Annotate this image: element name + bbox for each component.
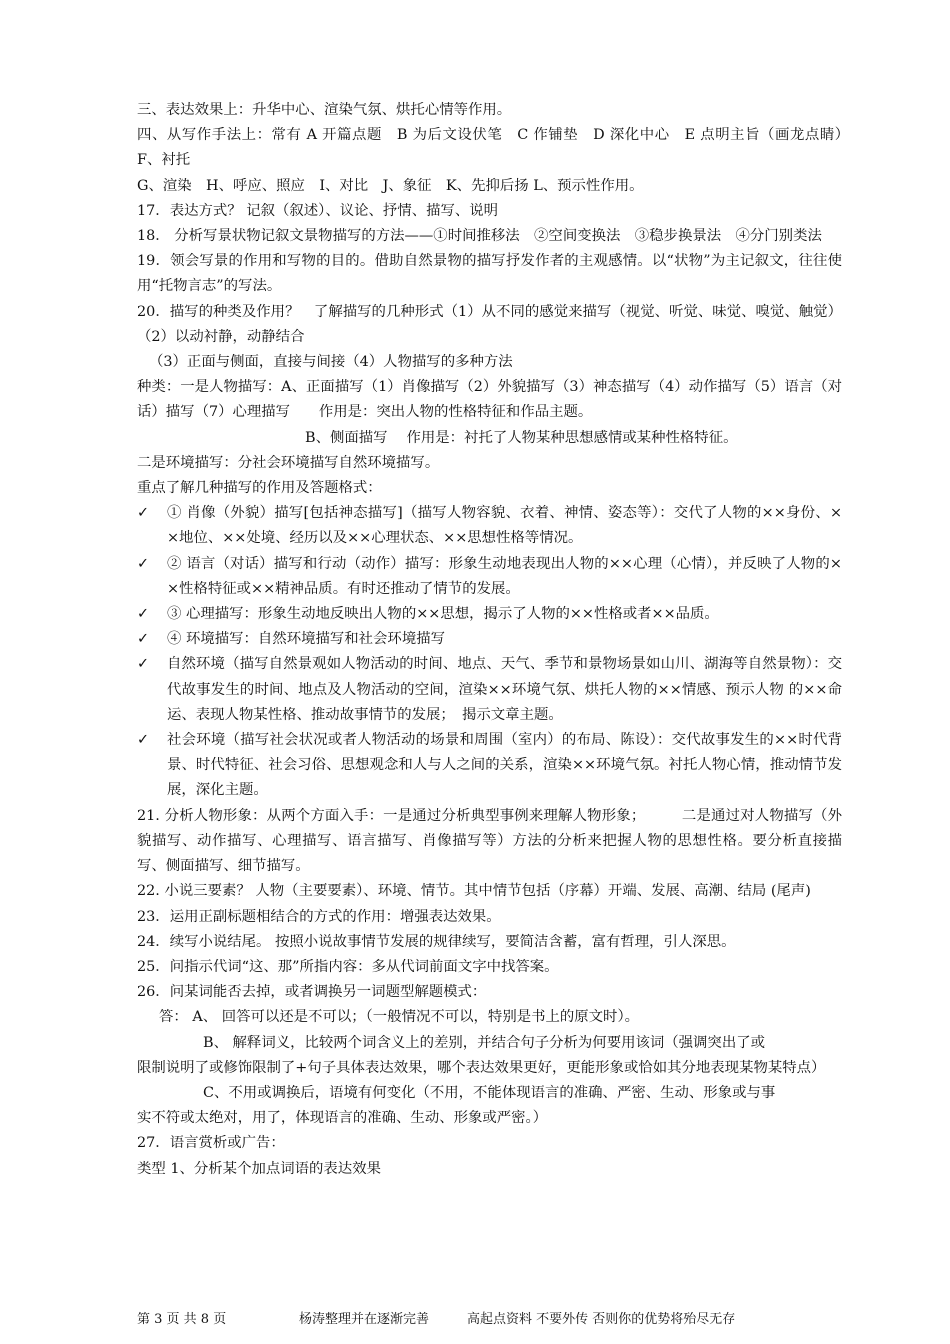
check-icon: ✓ (137, 606, 150, 623)
check-item-text: ④ 环境描写：自然环境描写和社会环境描写 (167, 631, 445, 648)
text-line-techniques-continued: G、渲染 H、呼应、照应 I、对比 J、象征 K、先抑后扬 L、预示性作用。 (137, 177, 644, 194)
footer-author-note: 杨涛整理并在逐渐完善 (299, 1312, 430, 1327)
text-line-26: 26．问某词能否去掉，或者调换另一词题型解题模式： (137, 984, 487, 1001)
text-line-expression-effect: 三、表达效果上：升华中心、渲染气氛、烘托心情等作用。 (137, 102, 512, 118)
text-line-20: 20．描写的种类及作用？ 了解描写的几种形式（1）从不同的感觉来描写（视觉、听觉、味觉、嗅觉、触觉）（2）以动衬静，动静结合 (137, 303, 842, 345)
page-number: 第 3 页 共 8 页 (137, 1312, 227, 1327)
text-line-answer-c-rest: 实不符或太绝对，用了，体现语言的准确、生动、形象或严密。） (137, 1110, 548, 1127)
text-line-type-1: 类型 1、分析某个加点词语的表达效果 (137, 1160, 381, 1177)
text-line-20-continued: （3）正面与侧面，直接与间接（4）人物描写的多种方法 (149, 354, 513, 371)
document-body (137, 98, 857, 1182)
text-line-answer-b-first: B、 解释词义，比较两个词含义上的差别，并结合句子分析为何要用该词（强调突出了或 (203, 1034, 765, 1051)
check-icon: ✓ (137, 656, 150, 673)
text-line-24: 24．续写小说结尾。 按照小说故事情节发展的规律续写，要简洁含蓄，富有哲理，引人深思。 (137, 933, 736, 950)
text-line-18: 18． 分析写景状物记叙文景物描写的方法——①时间推移法 ②空间变换法 ③稳步换景法 ④分门别类法 (137, 228, 822, 245)
check-item-text: 自然环境（描写自然景观如人物活动的时间、地点、天气、季节和景物场景如山川、湖海等自然景物）：交代故事发生的时间、地点及人物活动的空间，渲染××环境气氛、烘托人物的××情感、预示人物 的××命运、表现人物某性格、推动故事情节的发展； 揭示文章主题。 (167, 656, 842, 723)
check-icon: ✓ (137, 555, 150, 572)
check-list-item (137, 501, 842, 551)
text-line-25: 25．问指示代词“这、那”所指内容：多从代词前面文字中找答案。 (137, 958, 559, 975)
text-line-21: 21. 分析人物形象：从两个方面入手：一是通过分析典型事例来理解人物形象； 二是通过对人物描写（外貌描写、动作描写、心理描写、语言描写、肖像描写等）方法的分析来把握人物的思想性格。要分析直接描写、侧面描写、细节描写。 (137, 807, 842, 875)
check-list-item (137, 652, 842, 728)
check-item-text: ② 语言（对话）描写和行动（动作）描写：形象生动地表现出人物的××心理（心情），并反映了人物的××性格特征或××精神品质。有时还推动了情节的发展。 (167, 555, 842, 597)
check-icon: ✓ (137, 505, 150, 522)
check-list-item (137, 627, 842, 652)
page-footer (137, 1311, 842, 1329)
check-item-text: ① 肖像（外貌）描写[包括神态描写]（描写人物容貌、衣着、神情、姿态等）：交代了人物的××身份、××地位、××处境、经历以及××心理状态、××思想性格等情况。 (167, 505, 842, 547)
check-item-text: ③ 心理描写：形象生动地反映出人物的××思想，揭示了人物的××性格或者××品质。 (167, 606, 719, 623)
text-line-writing-techniques: 四、从写作手法上：常有 A 开篇点题 B 为后文设伏笔 C 作铺垫 D 深化中心 E 点明主旨（画龙点睛） F、衬托 (137, 127, 857, 169)
footer-warning: 高起点资料 不要外传 否则你的优势将殆尽无存 (467, 1312, 736, 1327)
text-line-27: 27．语言赏析或广告： (137, 1135, 285, 1152)
text-line-23: 23．运用正副标题相结合的方式的作用：增强表达效果。 (137, 908, 501, 925)
text-line-side-description: B、侧面描写 作用是：衬托了人物某种思想感情或某种性格特征。 (305, 429, 738, 446)
check-icon: ✓ (137, 732, 150, 749)
check-list-item (137, 728, 842, 804)
text-line-answer-format-heading: 重点了解几种描写的作用及答题格式： (137, 480, 382, 497)
text-line-answer-b-rest: 限制说明了或修饰限制了+句子具体表达效果，哪个表达效果更好，更能形象或恰如其分地表现某物某特点） (137, 1059, 826, 1076)
text-line-19: 19．领会写景的作用和写物的目的。借助自然景物的描写抒发作者的主观感情。以“状物”为主记叙文，往往使用“托物言志”的写法。 (137, 253, 842, 295)
check-list-item (137, 552, 842, 602)
text-line-environment-description: 二是环境描写：分社会环境描写自然环境描写。 (137, 454, 440, 471)
check-icon: ✓ (137, 631, 150, 648)
text-line-description-types: 种类：一是人物描写：A、正面描写（1）肖像描写（2）外貌描写（3）神态描写（4）动作描写（5）语言（对话）描写（7）心理描写 作用是：突出人物的性格特征和作品主题。 (137, 379, 842, 421)
check-list-item (137, 602, 842, 627)
text-line-answer-c-first: C、不用或调换后，语境有何变化（不用，不能体现语言的准确、严密、生动、形象或与事 (203, 1084, 776, 1101)
text-line-22: 22. 小说三要素？ 人物（主要要素）、环境、情节。其中情节包括（序幕）开端、发展、高潮、结局 (尾声) (137, 883, 811, 900)
text-line-17: 17．表达方式？ 记叙（叙述）、议论、抒情、描写、说明 (137, 202, 499, 219)
text-line-answer-a: 答： A、 回答可以还是不可以；（一般情况不可以，特别是书上的原文时）。 (159, 1009, 640, 1026)
check-item-text: 社会环境（描写社会状况或者人物活动的场景和周围（室内）的布局、陈设）：交代故事发生的××时代背景、时代特征、社会习俗、思想观念和人与人之间的关系，渲染××环境气氛。衬托人物心情，推动情节发展，深化主题。 (167, 732, 842, 799)
